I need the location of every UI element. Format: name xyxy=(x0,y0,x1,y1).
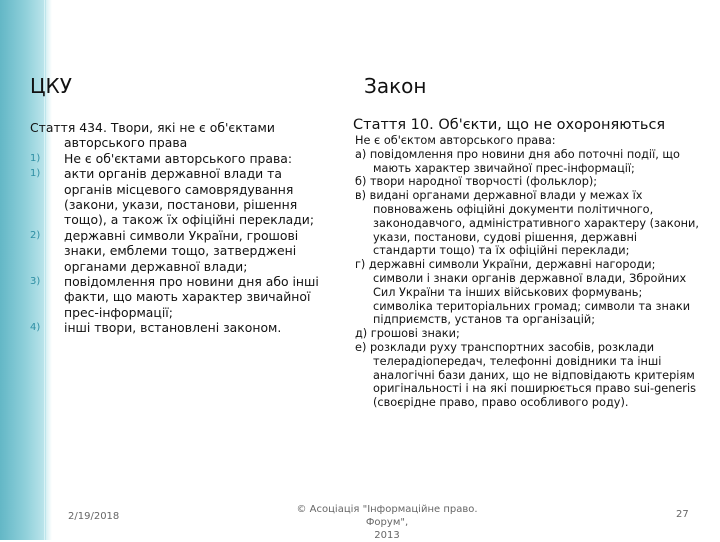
left-article-heading xyxy=(30,120,330,151)
item-number: 3) xyxy=(30,276,41,288)
item-number: 4) xyxy=(30,322,41,334)
list-item xyxy=(30,320,330,335)
right-text-line: Не є об'єктом авторського права: xyxy=(355,134,556,147)
right-text-line: б) твори народної творчості (фольклор); xyxy=(355,175,598,189)
column-title-left: ЦКУ xyxy=(30,74,72,98)
left-column xyxy=(30,120,330,336)
item-text: акти органів державної влади та органів місцевого самоврядування (закони, укази, постанови, рішення тощо), а також їх офіційні переклади; xyxy=(64,166,315,228)
footer-copyright-line2: 2013 xyxy=(374,530,400,541)
right-text-line: д) грошові знаки; xyxy=(355,327,460,341)
item-number: 1) xyxy=(30,152,41,164)
list-item xyxy=(30,151,330,166)
right-column xyxy=(355,116,700,410)
footer-page-number: 27 xyxy=(676,509,689,520)
item-number: 2) xyxy=(30,229,41,241)
list-item xyxy=(30,274,330,320)
item-text: Не є об'єктами авторського права: xyxy=(64,150,293,166)
left-heading-line1: Стаття 434. Твори, які не є об'єктами xyxy=(30,120,275,135)
right-article-heading: Стаття 10. Об'єкти, що не охороняються xyxy=(353,117,666,133)
footer-copyright-line1: © Асоціація "Інформаційне право. Форум", xyxy=(296,504,478,528)
item-number: 1) xyxy=(30,168,41,180)
right-text-line: г) державні символи України, державні нагороди; символи і знаки органів державної влади, Збройних Сил України та інших військових формувань; символіка територіальних громад; символи та знаки підприємств, установ та організацій; xyxy=(355,258,691,327)
right-text-line: е) розклади руху транспортних засобів, розклади телерадіопередач, телефонні довідники та інші аналогічні бази даних, що не відповідають критеріям оригінальності і на які поширюється право sui-generis (своєрідне право, право особливого роду). xyxy=(355,340,696,410)
item-text: інші твори, встановлені законом. xyxy=(64,320,282,336)
left-heading-line2: авторського права xyxy=(64,135,188,151)
item-text: повідомлення про новини дня або інші факти, що мають характер звичайної прес-інформації; xyxy=(64,274,319,320)
footer-date: 2/19/2018 xyxy=(68,511,120,522)
footer-copyright xyxy=(282,503,492,542)
list-item xyxy=(30,228,330,274)
column-title-right: Закон xyxy=(364,74,427,98)
right-text-line: а) повідомлення про новини дня або поточні події, що мають характер звичайної прес-інформації; xyxy=(355,147,680,175)
right-text-line: в) видані органами державної влади у межах їх повноважень офіційні документи політичного, законодавчого, адміністративного характеру (закони, укази, постанови, судові рішення, державні стандарти тощо) та їх офіційні переклади; xyxy=(355,189,699,258)
list-item xyxy=(30,166,330,228)
item-text: державні символи України, грошові знаки, емблеми тощо, затверджені органами державної влади; xyxy=(64,227,299,274)
